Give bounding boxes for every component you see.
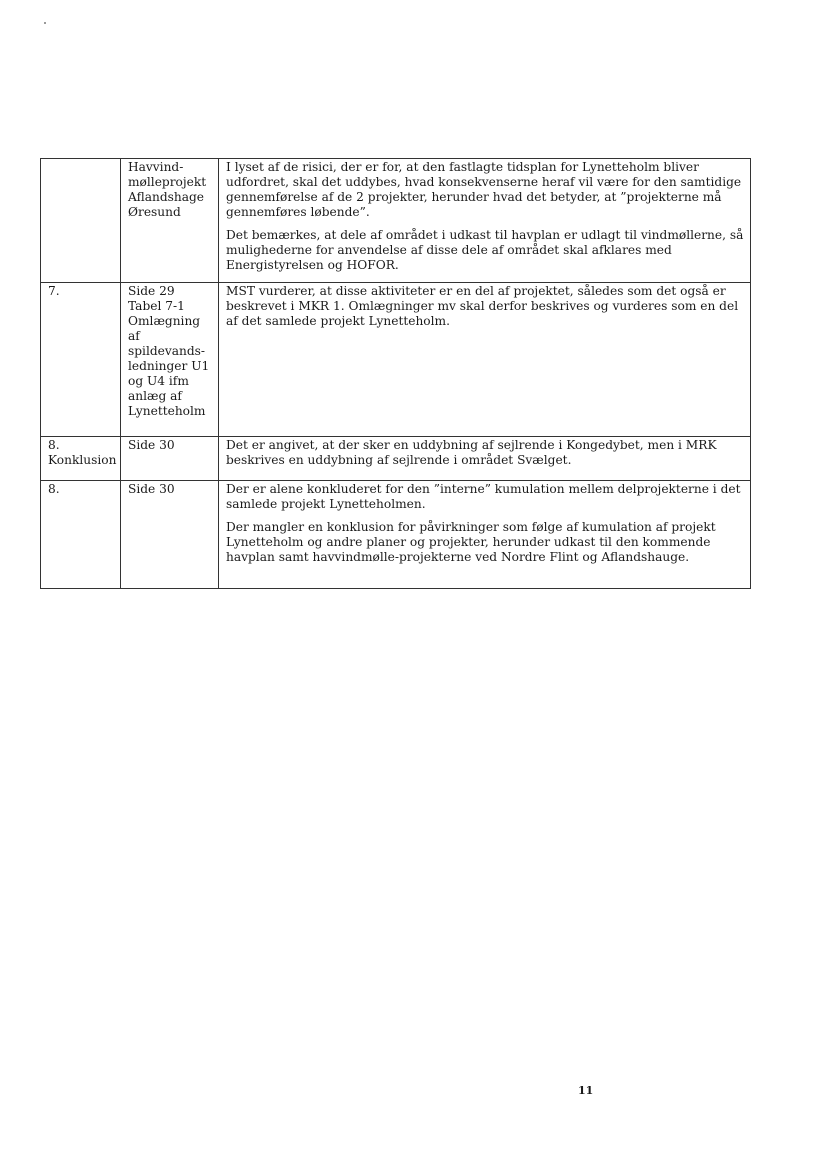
comment-cell <box>219 283 751 437</box>
table-row <box>41 437 751 481</box>
reference-cell <box>121 283 219 437</box>
table-row <box>41 481 751 589</box>
table-row <box>41 283 751 437</box>
reference-cell <box>121 159 219 283</box>
reference-line: Aflandshage <box>128 190 205 204</box>
reference-line: Side 29 <box>128 284 175 298</box>
review-table <box>40 158 751 589</box>
reference-cell <box>121 481 219 589</box>
comment-paragraph: MST vurderer, at disse aktiviteter er en del af projektet, således som det også er beskrevet i MKR 1. Omlægninger mv skal derfor beskrives og vurderes som en del af det samlede projekt Lynetteholm. <box>226 284 739 328</box>
reference-cell <box>121 437 219 481</box>
reference-line: Havvind- <box>128 160 184 174</box>
row-number-cell: 8. Konklusion <box>41 437 121 481</box>
row-number-cell <box>41 159 121 283</box>
reference-line: og U4 ifm <box>128 374 189 388</box>
reference-line: anlæg af <box>128 389 182 403</box>
row-number-cell: 7. <box>41 283 121 437</box>
reference-line: Omlægning <box>128 314 201 328</box>
comment-paragraph: Det bemærkes, at dele af området i udkast til havplan er udlagt til vindmøllerne, så mulighederne for anvendelse af disse dele af området skal afklares med Energistyrelsen og HOFOR. <box>226 228 744 272</box>
page-number: 11 <box>578 1084 594 1097</box>
comment-paragraph: I lyset af de risici, der er for, at den fastlagte tidsplan for Lynetteholm bliver udfordret, skal det uddybes, hvad konsekvenserne heraf vil være for den samtidige gennemførelse af de 2 projekter, herunder hvad det betyder, at ”projekterne må gennemføres løbende”. <box>226 160 742 219</box>
reference-line: Øresund <box>128 205 181 219</box>
reference-line: ledninger U1 <box>128 359 210 373</box>
comment-cell <box>219 437 751 481</box>
reference-line: Tabel 7-1 <box>128 299 185 313</box>
comment-paragraph: Der er alene konkluderet for den ”interne” kumulation mellem delprojekterne i det samlede projekt Lynetteholmen. <box>226 482 741 511</box>
reference-line: af <box>128 329 140 343</box>
table-row <box>41 159 751 283</box>
scan-speck <box>44 22 46 24</box>
comment-paragraph: Der mangler en konklusion for påvirkninger som følge af kumulation af projekt Lynetteholm og andre planer og projekter, herunder udkast til den kommende havplan samt havvindmølle-projekterne ved Nordre Flint og Aflandshauge. <box>226 520 716 564</box>
reference-line: spildevands- <box>128 344 206 358</box>
comment-cell <box>219 159 751 283</box>
comment-cell <box>219 481 751 589</box>
row-number-cell: 8. <box>41 481 121 589</box>
reference-line: Side 30 <box>128 438 175 452</box>
reference-line: Side 30 <box>128 482 175 496</box>
reference-line: mølleprojekt <box>128 175 207 189</box>
reference-line: Lynetteholm <box>128 404 206 418</box>
comment-paragraph: Det er angivet, at der sker en uddybning af sejlrende i Kongedybet, men i MRK beskrives en uddybning af sejlrende i området Svælget. <box>226 438 717 467</box>
